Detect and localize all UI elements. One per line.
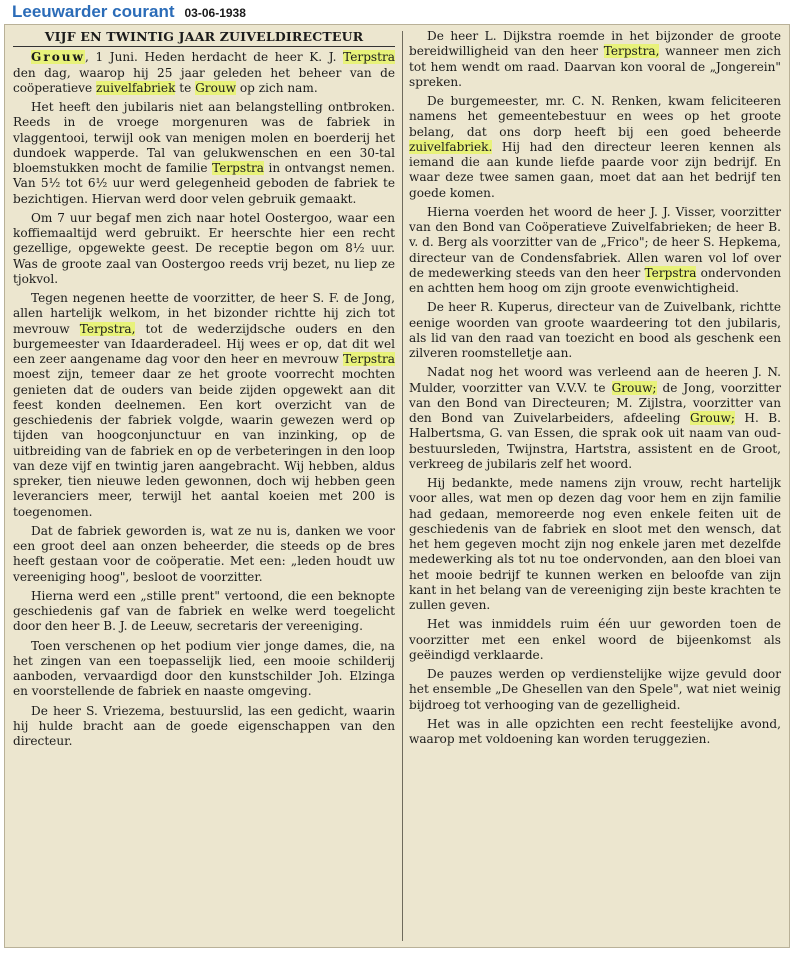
highlighted-term: zuivelfabriek <box>95 80 176 95</box>
text-run: Tegen negenen heette de voorzitter, de heer S. F. de Jong, allen hartelijk welkom, in het bizonder richtte hij zich tot mevrouw <box>13 291 395 336</box>
text-run: De heer L. Dijkstra roemde in het bijzonder de groote bereidwilligheid van den heer <box>409 29 781 59</box>
paragraph <box>13 704 395 750</box>
text-run: Hij bedankte, mede namens zijn vrouw, recht hartelijk voor alles, wat men op dezen dag voor hem en zijn familie had gedaan, memoreerde nog even enkele feiten uit de geschiedenis van de fabriek en sloot met den wensch, dat het hem gegeven mocht zijn nog enkele jaren met dezelfde medewerking als tot nu toe ondervonden, aan den bloei van het mooie bedrijf te kunnen werken en beloofde van zijn kant in het belang van de vereeniging zijn beste krachten te zullen geven. <box>409 476 781 612</box>
paragraph <box>13 639 395 700</box>
text-run: tot de wederzijdsche ouders en den burgemeester van Idaarderadeel. Hij wees er op, dat dit wel een zeer aangename dag voor den heer en mevrouw <box>13 321 395 366</box>
paragraph <box>13 211 395 287</box>
paragraph <box>409 667 781 713</box>
newspaper-name: Leeuwarder courant <box>12 2 175 21</box>
highlighted-term: Grouw <box>31 50 85 65</box>
paragraph <box>13 50 395 96</box>
highlighted-term: Terpstra <box>644 265 697 280</box>
highlighted-term: Terpstra <box>343 50 395 65</box>
highlighted-term: Terpstra, <box>603 44 660 59</box>
text-run: Het was inmiddels ruim één uur geworden toen de voorzitter met een enkel woord de bijeenkomst als geëindigd verklaarde. <box>409 617 781 662</box>
article-heading: VIJF EN TWINTIG JAAR ZUIVELDIRECTEUR <box>13 29 395 47</box>
paragraph <box>409 476 781 613</box>
text-run: in ontvangst nemen. Van 5½ tot 6½ uur werd gelegenheid geboden de fabriek te bezichtigen. Hiervan werd door velen gebruik gemaakt. <box>13 161 395 206</box>
text-run: , 1 Juni. Heden herdacht de heer K. J. <box>84 50 344 65</box>
text-run: Nadat nog het woord was verleend aan de heeren J. N. Mulder, voorzitter van V.V.V. te <box>409 365 781 395</box>
paragraph <box>409 717 781 748</box>
paragraph <box>409 617 781 663</box>
text-run: Het heeft den jubilaris niet aan belangstelling ontbroken. Reeds in de vroege morgenuren was de fabriek in vlaggentooi, terwijl ook van menigen molen en boerderij het dundoek wapperde. Tal van gelukwenschen en een 30-tal bloemstukken mocht de familie <box>13 100 395 175</box>
paragraph <box>409 94 781 201</box>
paragraph <box>409 205 781 297</box>
text-run: den dag, waarop hij 25 jaar geleden het beheer van de coöperatieve <box>13 65 395 95</box>
text-run: moest zijn, temeer daar ze het groote voorrecht mochten genieten dat de ouders van beide zijden opgewekt aan dit feest konden deelnemen. Een kort overzicht van de geschiedenis der fabriek volgde, waarin gewezen werd op tijden van hoogconjunctuur en van inzinking, op de uitbreiding van de fabriek en op de verbeteringen in den loop van deze vijf en twintig jaren aangebracht. Wij hebben, aldus spreker, tien nieuwe leden gewonnen, doch wij hebben geen leveranciers meer, terwijl het aantal koeien met 200 is toegenomen. <box>13 367 395 519</box>
text-run: Om 7 uur begaf men zich naar hotel Oostergoo, waar een koffiemaaltijd werd gebruikt. Er heerschte hier een recht gezellige, opgewekte geest. De receptie begon om 8½ uur. Was de groote zaal van Oostergoo reeds vrij bezet, nu liep ze tjokvol. <box>13 210 395 286</box>
text-run: wanneer men zich tot hem wendt om raad. Daarvan kon vooral de „Jongerein" spreken. <box>409 44 781 89</box>
text-run: De pauzes werden op verdienstelijke wijze gevuld door het ensemble „De Ghesellen van den Spele", wat niet weinig bijdroeg tot verhooging van de gezelligheid. <box>409 667 781 712</box>
paragraph <box>13 100 395 207</box>
highlighted-term: Grouw; <box>689 411 735 425</box>
highlighted-term: Grouw <box>195 80 236 95</box>
column-divider <box>402 31 403 941</box>
paragraph <box>13 589 395 635</box>
paragraph <box>13 524 395 585</box>
highlighted-term: Terpstra <box>343 352 395 366</box>
paragraph <box>13 291 395 520</box>
text-run: Hierna voerden het woord de heer J. J. Visser, voorzitter van den Bond van Coöperatieve Zuivelfabrieken; de heer B. v. d. Berg als voorzitter van de „Frico"; de heer S. Hepkema, directeur van de Condensfabriek. Allen waren vol lof over de medewerking steeds van den heer <box>409 204 781 280</box>
newspaper-clipping <box>4 24 790 948</box>
text-run: de Jong, voorzitter van den Bond van Directeuren; M. Zijlstra, voorzitter van den Bond van Zuivelarbeiders, afdeeling <box>409 380 781 425</box>
paragraph <box>409 365 781 472</box>
text-run: Het was in alle opzichten een recht feestelijke avond, waarop met voldoening kan worden teruggezien. <box>409 716 781 746</box>
text-run: Hij had den directeur leeren kennen als iemand die aan kunde liefde paarde voor zijn bedrijf. En waar deze twee samen gaan, moet dat aan het bedrijf ten goede komen. <box>409 139 781 200</box>
highlighted-term: Terpstra <box>212 161 264 175</box>
masthead <box>12 2 246 24</box>
article-column-right <box>409 29 781 751</box>
text-run: Toen verschenen op het podium vier jonge dames, die, na het zingen van een toepasselijk lied, een mooie schilderij aanboden, vervaardigd door den kunstschilder Joh. Elzinga en voorstellende de fabriek en naaste omgeving. <box>13 638 395 699</box>
highlighted-term: zuivelfabriek. <box>409 139 493 154</box>
text-run: op zich nam. <box>236 80 318 95</box>
paragraph <box>409 300 781 361</box>
paragraph <box>409 29 781 90</box>
publication-date: 03-06-1938 <box>184 6 246 20</box>
text-run: De heer R. Kuperus, directeur van de Zuivelbank, richtte eenige woorden van groote waardeering tot den jubilaris, als lid van den raad van toezicht en bood als geschenk een zilveren roomstelletje aan. <box>409 300 781 360</box>
text-run: ondervonden en achtten hem hoog om zijn groote evenwichtigheid. <box>409 265 781 295</box>
highlighted-term: Grouw; <box>611 380 657 395</box>
text-run: Hierna werd een „stille prent" vertoond, die een beknopte geschiedenis gaf van de fabriek en welke werd toegelicht door den heer B. J. de Leeuw, secretaris der vereeniging. <box>13 588 395 634</box>
text-run: te <box>175 80 196 95</box>
highlighted-term: Terpstra, <box>79 321 136 336</box>
text-run: De burgemeester, mr. C. N. Renken, kwam feliciteeren namens het gemeentebestuur en wees op het groote belang, dat ons dorp heeft bij een goed beheerde <box>409 94 781 139</box>
text-run: Dat de fabriek geworden is, wat ze nu is, danken we voor een groot deel aan onzen beheerder, die steeds op de bres heeft gestaan voor de coöperatie. Met een: „leden houdt uw vereeniging hoog", besloot de voorzitter. <box>13 523 395 584</box>
text-run: De heer S. Vriezema, bestuurslid, las een gedicht, waarin hij hulde bracht aan de goede eigenschappen van den directeur. <box>13 703 395 748</box>
article-column-left <box>13 29 395 753</box>
text-run: H. B. Halbertsma, G. van Essen, die sprak ook uit naam van oud-bestuursleden, Twijnstra, Hartstra, assistent en de Groot, verkreeg de jubilaris zelf het woord. <box>409 411 781 471</box>
